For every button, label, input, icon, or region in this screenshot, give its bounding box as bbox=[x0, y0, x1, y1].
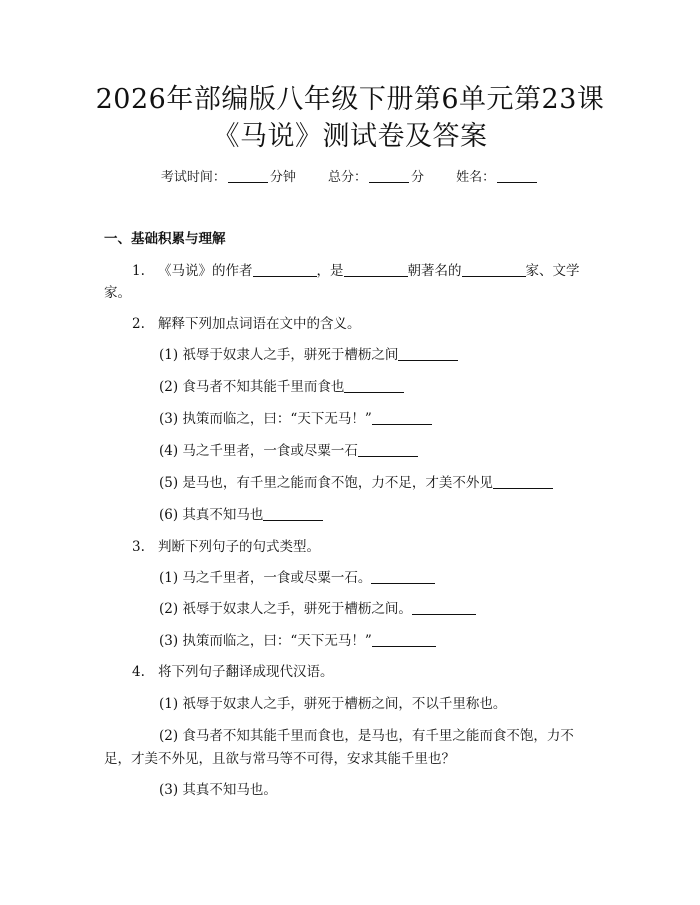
score-unit: 分 bbox=[411, 170, 425, 185]
exam-info bbox=[0, 168, 700, 188]
item-text: (2) 食马者不知其能千里而食也 bbox=[159, 379, 345, 395]
time-blank bbox=[228, 169, 268, 183]
q2-item-1 bbox=[159, 345, 458, 366]
q1-text-3: 朝著名的 bbox=[407, 263, 462, 279]
q4-item-1: (1) 祇辱于奴隶人之手，骈死于槽枥之间，不以千里称也。 bbox=[159, 696, 507, 712]
q2-text: 解释下列加点词语在文中的含义。 bbox=[158, 316, 361, 332]
question-1-continuation: 家。 bbox=[104, 285, 131, 301]
q2-item-5 bbox=[159, 473, 553, 494]
section-heading: 一、基础积累与理解 bbox=[104, 231, 226, 247]
exam-name bbox=[456, 168, 539, 188]
title-line-1: 2026年部编版八年级下册第6单元第23课 bbox=[95, 84, 605, 115]
answer-blank bbox=[358, 442, 418, 457]
answer-blank bbox=[344, 262, 408, 277]
item-text: (6) 其真不知马也 bbox=[159, 507, 264, 523]
answer-blank bbox=[263, 506, 323, 521]
q1-text-2: ，是 bbox=[316, 263, 344, 279]
question-number: 1. bbox=[132, 263, 145, 279]
title-line-2: 《马说》测试卷及答案 bbox=[212, 121, 488, 152]
score-blank bbox=[369, 169, 409, 183]
question-3 bbox=[132, 537, 320, 558]
item-text: (3) 执策而临之，曰：“天下无马！” bbox=[159, 411, 372, 427]
q3-item-1 bbox=[159, 568, 435, 589]
answer-blank bbox=[253, 262, 317, 277]
name-label: 姓名： bbox=[456, 170, 496, 185]
question-1 bbox=[132, 261, 580, 282]
q3-text: 判断下列句子的句式类型。 bbox=[158, 539, 320, 555]
answer-blank bbox=[493, 474, 553, 489]
time-unit: 分钟 bbox=[269, 170, 296, 185]
question-number: 3. bbox=[132, 539, 145, 555]
q4-text: 将下列句子翻译成现代汉语。 bbox=[158, 664, 334, 680]
answer-blank bbox=[372, 410, 432, 425]
time-label: 考试时间： bbox=[160, 170, 226, 185]
q3-item-2 bbox=[159, 599, 476, 620]
q4-item-2: (2) 食马者不知其能千里而食也，是马也，有千里之能而食不饱，力不 bbox=[159, 728, 574, 744]
q1-text-1: 《马说》的作者 bbox=[158, 263, 253, 279]
q3-item-3 bbox=[159, 631, 436, 652]
answer-blank bbox=[371, 569, 435, 584]
item-text: (3) 执策而临之，曰：“天下无马！” bbox=[159, 633, 372, 649]
item-text: (4) 马之千里者，一食或尽粟一石 bbox=[159, 443, 358, 459]
q4-item-3: (3) 其真不知马也。 bbox=[159, 782, 277, 798]
q2-item-6 bbox=[159, 505, 323, 526]
q2-item-2 bbox=[159, 377, 404, 398]
question-number: 4. bbox=[132, 664, 145, 680]
q2-item-4 bbox=[159, 441, 418, 462]
q4-item-2-continuation: 足，才美不外见，且欲与常马等不可得，安求其能千里也？ bbox=[104, 751, 455, 767]
answer-blank bbox=[344, 378, 404, 393]
answer-blank bbox=[372, 632, 436, 647]
name-blank bbox=[497, 169, 537, 183]
question-2 bbox=[132, 314, 361, 335]
score-label: 总分： bbox=[327, 170, 367, 185]
question-number: 2. bbox=[132, 316, 145, 332]
q1-text-4: 家、文学 bbox=[525, 263, 580, 279]
item-text: (1) 祇辱于奴隶人之手，骈死于槽枥之间 bbox=[159, 347, 399, 363]
answer-blank bbox=[398, 346, 458, 361]
question-4 bbox=[132, 662, 334, 683]
item-text: (5) 是马也，有千里之能而食不饱，力不足，才美不外见 bbox=[159, 475, 493, 491]
q2-item-3 bbox=[159, 409, 432, 430]
answer-blank bbox=[462, 262, 526, 277]
item-text: (2) 祇辱于奴隶人之手，骈死于槽枥之间。 bbox=[159, 601, 412, 617]
item-text: (1) 马之千里者，一食或尽粟一石。 bbox=[159, 570, 372, 586]
exam-time bbox=[161, 168, 296, 188]
exam-score bbox=[328, 168, 424, 188]
answer-blank bbox=[412, 600, 476, 615]
